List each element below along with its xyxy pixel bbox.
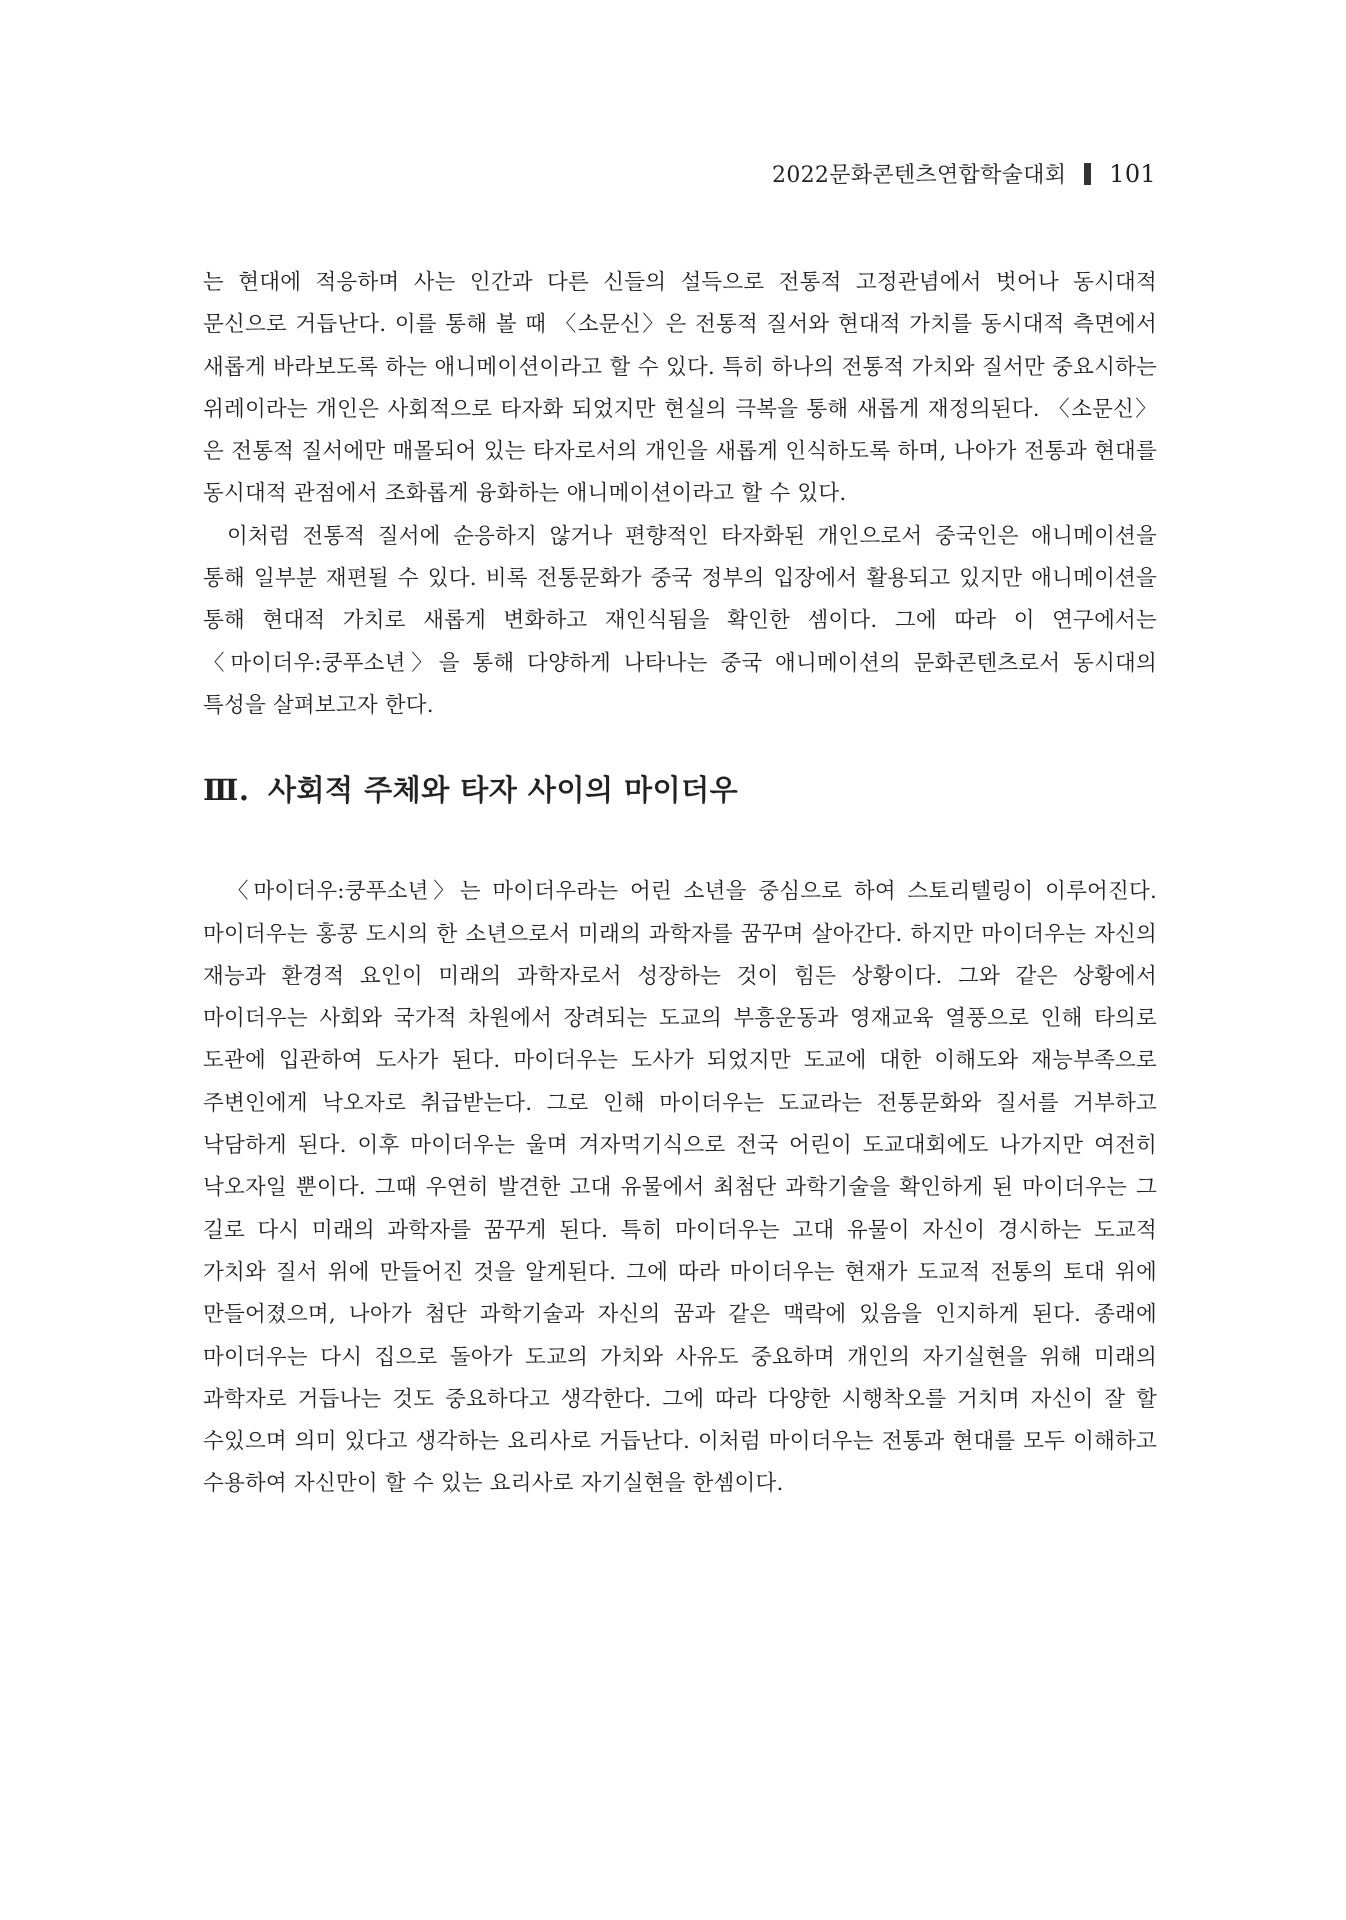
section-title: 사회적 주체와 타자 사이의 마이더우 <box>268 773 739 808</box>
page-body <box>203 262 1157 1506</box>
running-header <box>772 158 1156 189</box>
section-numeral: Ⅲ. <box>203 773 250 808</box>
heading-spacer <box>203 818 1157 871</box>
header-divider-bar <box>1084 163 1091 185</box>
running-title: 2022문화콘텐츠연합학술대회 <box>772 163 1067 188</box>
paragraph-continued: 는 현대에 적응하며 사는 인간과 다른 신들의 설득으로 전통적 고정관념에서 벗어나 동시대적 문신으로 거듭난다. 이를 통해 볼 때 〈소문신〉은 전통적 질서와 현대적 가치를 동시대적 측면에서 새롭게 바라보도록 하는 애니메이션이라고 할 수 있다. 특히 하나의 전통적 가치와 질서만 중요시하는 위레이라는 개인은 사회적으로 타자화 되었지만 현실의 극복을 통해 새롭게 재정의된다. 〈소문신〉은 전통적 질서에만 매몰되어 있는 타자로서의 개인을 새롭게 인식하도록 하며, 나아가 전통과 현대를 동시대적 관점에서 조화롭게 융화하는 애니메이션이라고 할 수 있다. <box>203 270 1157 507</box>
paragraph-transition: 이처럼 전통적 질서에 순응하지 않거나 편향적인 타자화된 개인으로서 중국인은 애니메이션을 통해 일부분 재편될 수 있다. 비록 전통문화가 중국 정부의 입장에서 활용되고 있지만 애니메이션을 통해 현대적 가치로 새롭게 변화하고 재인식됨을 확인한 셈이다. 그에 따라 이 연구에서는 〈마이더우:쿵푸소년〉을 통해 다양하게 나타나는 중국 애니메이션의 문화콘텐츠로서 동시대의 특성을 살펴보고자 한다. <box>203 523 1157 718</box>
section-heading <box>203 762 1157 818</box>
paragraph-section-body: 〈마이더우:쿵푸소년〉는 마이더우라는 어린 소년을 중심으로 하여 스토리텔링이 이루어진다. 마이더우는 홍콩 도시의 한 소년으로서 미래의 과학자를 꿈꾸며 살아간다. 하지만 마이더우는 자신의 재능과 환경적 요인이 미래의 과학자로서 성장하는 것이 힘든 상황이다. 그와 같은 상황에서 마이더우는 사회와 국가적 차원에서 장려되는 도교의 부흥운동과 영재교육 열풍으로 인해 타의로 도관에 입관하여 도사가 된다. 마이더우는 도사가 되었지만 도교에 대한 이해도와 재능부족으로 주변인에게 낙오자로 취급받는다. 그로 인해 마이더우는 도교라는 전통문화와 질서를 거부하고 낙담하게 된다. 이후 마이더우는 울며 겨자먹기식으로 전국 어린이 도교대회에도 나가지만 여전히 낙오자일 뿐이다. 그때 우연히 발견한 고대 유물에서 최첨단 과학기술을 확인하게 된 마이더우는 그 길로 다시 미래의 과학자를 꿈꾸게 된다. 특히 마이더우는 고대 유물이 자신이 경시하는 도교적 가치와 질서 위에 만들어진 것을 알게된다. 그에 따라 마이더우는 현재가 도교적 전통의 토대 위에 만들어졌으며, 나아가 첨단 과학기술과 자신의 꿈과 같은 맥락에 있음을 인지하게 된다. 종래에 마이더우는 다시 집으로 돌아가 도교의 가치와 사유도 중요하며 개인의 자기실현을 위해 미래의 과학자로 거듭나는 것도 중요하다고 생각한다. 그에 따라 다양한 시행착오를 거치며 자신이 잘 할 수있으며 의미 있다고 생각하는 요리사로 거듭난다. 이처럼 마이더우는 전통과 현대를 모두 이해하고 수용하여 자신만이 할 수 있는 요리사로 자기실현을 한셈이다. <box>203 879 1157 1497</box>
page-number: 101 <box>1109 159 1156 188</box>
